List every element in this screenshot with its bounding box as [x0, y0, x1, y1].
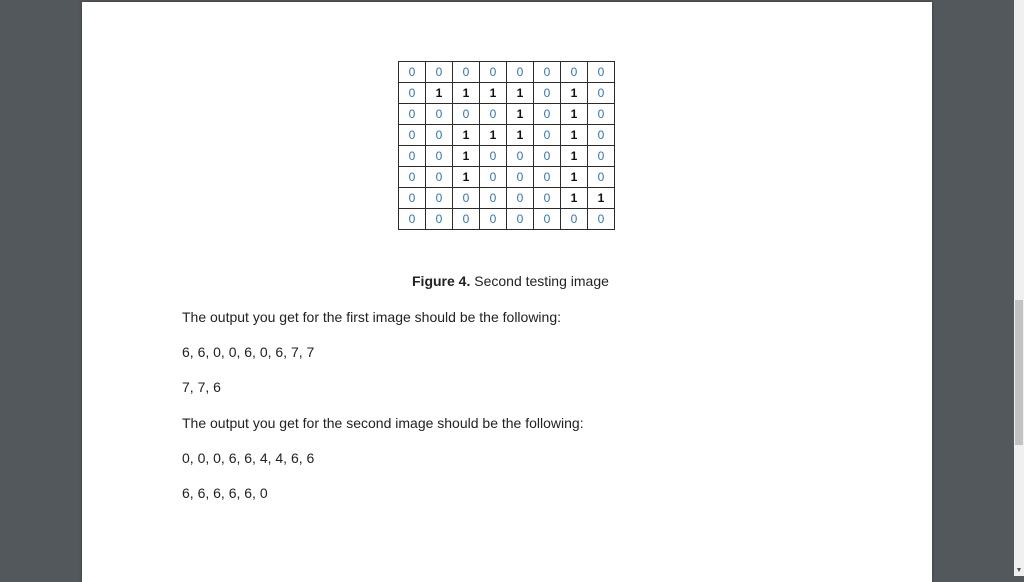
grid-row [399, 125, 615, 146]
grid-cell: 0 [453, 209, 480, 230]
grid-cell: 1 [561, 188, 588, 209]
grid-cell: 0 [426, 146, 453, 167]
grid-cell: 0 [426, 188, 453, 209]
grid-cell: 0 [480, 62, 507, 83]
grid-cell: 0 [507, 209, 534, 230]
grid-cell: 0 [588, 209, 615, 230]
grid-cell: 0 [480, 167, 507, 188]
grid-cell: 0 [399, 104, 426, 125]
grid-cell: 0 [426, 167, 453, 188]
grid-cell: 1 [453, 83, 480, 104]
grid-row [399, 209, 615, 230]
figure-caption-text: Second testing image [474, 273, 609, 289]
grid-cell: 1 [480, 83, 507, 104]
grid-cell: 1 [561, 167, 588, 188]
grid-cell: 1 [561, 104, 588, 125]
grid-row [399, 83, 615, 104]
grid-cell: 0 [588, 83, 615, 104]
grid-cell: 0 [399, 146, 426, 167]
grid-row [399, 104, 615, 125]
scrollbar-thumb[interactable] [1015, 300, 1023, 445]
grid-cell: 0 [426, 209, 453, 230]
first-output-line-1: 6, 6, 0, 0, 6, 0, 6, 7, 7 [182, 344, 315, 360]
second-output-line-2: 6, 6, 6, 6, 6, 0 [182, 485, 268, 501]
grid-cell: 0 [399, 62, 426, 83]
grid-cell: 1 [561, 83, 588, 104]
grid-cell: 0 [507, 146, 534, 167]
first-output-line-2: 7, 7, 6 [182, 379, 221, 395]
grid-cell: 0 [534, 188, 561, 209]
grid-cell: 1 [561, 146, 588, 167]
second-output-intro: The output you get for the second image should be the following: [182, 415, 584, 431]
grid-cell: 0 [507, 188, 534, 209]
grid-cell: 0 [534, 62, 561, 83]
grid-row [399, 188, 615, 209]
second-output-line-1: 0, 0, 0, 6, 6, 4, 4, 6, 6 [182, 450, 315, 466]
grid-row [399, 167, 615, 188]
grid-row [399, 146, 615, 167]
grid-cell: 0 [588, 62, 615, 83]
figure-caption-label: Figure 4. [412, 273, 471, 289]
first-output-intro: The output you get for the first image should be the following: [182, 309, 562, 325]
grid-cell: 0 [507, 62, 534, 83]
grid-cell: 0 [426, 125, 453, 146]
grid-cell: 0 [588, 104, 615, 125]
grid-cell: 0 [480, 146, 507, 167]
grid-cell: 0 [534, 125, 561, 146]
grid-cell: 0 [480, 209, 507, 230]
binary-image-grid [398, 61, 615, 230]
grid-cell: 1 [453, 125, 480, 146]
grid-cell: 0 [534, 167, 561, 188]
grid-cell: 0 [480, 104, 507, 125]
scroll-down-arrow-icon[interactable]: ▼ [1015, 567, 1023, 574]
grid-cell: 0 [588, 146, 615, 167]
grid-cell: 0 [399, 167, 426, 188]
grid-cell: 1 [561, 125, 588, 146]
grid-cell: 0 [561, 62, 588, 83]
grid-cell: 0 [534, 209, 561, 230]
grid-cell: 0 [534, 83, 561, 104]
vertical-scrollbar[interactable] [1014, 0, 1024, 576]
grid-cell: 0 [453, 62, 480, 83]
grid-cell: 0 [507, 167, 534, 188]
grid-cell: 0 [561, 209, 588, 230]
figure-caption [412, 273, 609, 289]
grid-cell: 0 [480, 188, 507, 209]
grid-cell: 0 [588, 125, 615, 146]
grid-row [399, 62, 615, 83]
grid-cell: 0 [534, 104, 561, 125]
grid-cell: 0 [453, 104, 480, 125]
grid-cell: 1 [453, 146, 480, 167]
grid-cell: 1 [507, 83, 534, 104]
grid-cell: 0 [534, 146, 561, 167]
grid-cell: 0 [426, 62, 453, 83]
grid-cell: 1 [426, 83, 453, 104]
grid-cell: 0 [426, 104, 453, 125]
grid-cell: 1 [588, 188, 615, 209]
grid-cell: 0 [399, 83, 426, 104]
grid-cell: 0 [588, 167, 615, 188]
grid-cell: 0 [399, 125, 426, 146]
grid-cell: 1 [507, 125, 534, 146]
grid-cell: 0 [399, 209, 426, 230]
grid-cell: 1 [453, 167, 480, 188]
grid-cell: 0 [399, 188, 426, 209]
grid-cell: 0 [453, 188, 480, 209]
grid-cell: 1 [480, 125, 507, 146]
grid-cell: 1 [507, 104, 534, 125]
